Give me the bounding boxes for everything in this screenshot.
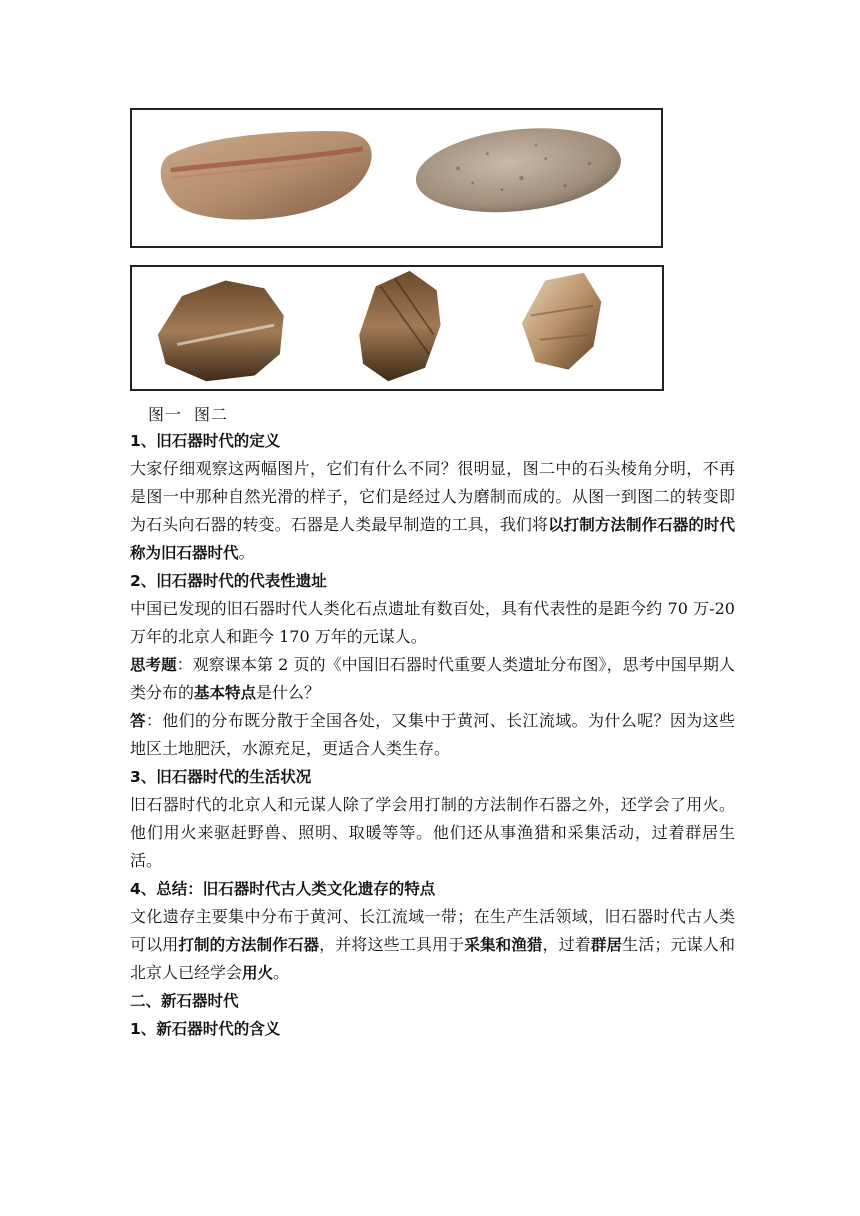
figure-1-smooth-stones <box>132 110 661 246</box>
chipped-tool-1 <box>158 281 284 382</box>
bold-run: 基本特点 <box>194 684 257 702</box>
bold-run: 打制的方法制作石器 <box>178 936 320 954</box>
text-run: 。 <box>238 543 255 562</box>
caption-figure-2: 图二 <box>194 405 229 424</box>
text-run: ，并将这些工具用于 <box>319 935 465 954</box>
section-heading-5: 二、新石器时代 <box>130 992 239 1010</box>
paragraph-question <box>130 651 735 707</box>
section-heading-2: 2、旧石器时代的代表性遗址 <box>130 572 327 590</box>
bold-run: 群居 <box>590 936 623 954</box>
text-run: 大家仔细观察这两幅图片，它们有什么不同？很明显，图二中的石头棱角分明，不再是图一中那种自然光滑的样子，它们是经过人为磨制而成的。从图一到图二的转变即为石头向石器的转变。石器是人类最早制造的工具，我们将 <box>130 459 735 534</box>
question-label: 思考题 <box>130 656 177 674</box>
text-run: 生活；元谋人和北京人已经学会 <box>130 935 735 982</box>
section-heading-4: 4、总结：旧石器时代古人类文化遗存的特点 <box>130 880 436 898</box>
caption-figure-1: 图一 <box>148 405 183 424</box>
section-heading-3: 3、旧石器时代的生活状况 <box>130 768 312 786</box>
bold-run: 采集和渔猎 <box>464 936 543 954</box>
text-run: ，过着 <box>542 935 591 954</box>
text-run: 。 <box>273 963 290 982</box>
text-run: 是什么？ <box>256 683 321 702</box>
text-run: 文化遗存主要集中分布于黄河、长江流域一带；在生产生活领域，旧石器时代古人类可以用 <box>130 907 735 954</box>
paragraph-answer <box>130 707 735 763</box>
section-heading-1: 1、旧石器时代的定义 <box>130 432 281 450</box>
paragraph-life: 旧石器时代的北京人和元谋人除了学会用打制的方法制作石器之外，还学会了用火。他们用火来驱赶野兽、照明、取暖等等。他们还从事渔猎和采集活动，过着群居生活。 <box>130 795 735 870</box>
text-run: ：他们的分布既分散于全国各处，又集中于黄河、长江流域。为什么呢？因为这些地区土地肥沃，水源充足，更适合人类生存。 <box>130 711 735 758</box>
figure-1-frame <box>130 108 663 248</box>
article-body <box>130 427 735 1043</box>
smooth-stone-right <box>412 119 625 222</box>
figure-2-frame <box>130 265 664 391</box>
figure-2-chipped-stone-tools <box>132 267 662 389</box>
chipped-tool-3 <box>522 273 601 370</box>
paragraph-summary <box>130 903 735 987</box>
section-heading-6: 1、新石器时代的含义 <box>130 1020 281 1038</box>
text-run: ：观察课本第 2 页的《中国旧石器时代重要人类遗址分布图》，思考中国早期人类分布的 <box>130 655 735 702</box>
smooth-stone-left <box>161 131 372 220</box>
bold-run: 用火 <box>242 964 274 982</box>
figure-caption <box>148 402 240 425</box>
paragraph-sites: 中国已发现的旧石器时代人类化石点遗址有数百处，具有代表性的是距今约 70 万-20 万年的北京人和距今 170 万年的元谋人。 <box>130 599 735 646</box>
answer-label: 答 <box>130 712 146 730</box>
bold-run: 以打制方法制作石器的时代称为旧石器时代 <box>130 516 735 562</box>
paragraph-definition <box>130 455 735 567</box>
